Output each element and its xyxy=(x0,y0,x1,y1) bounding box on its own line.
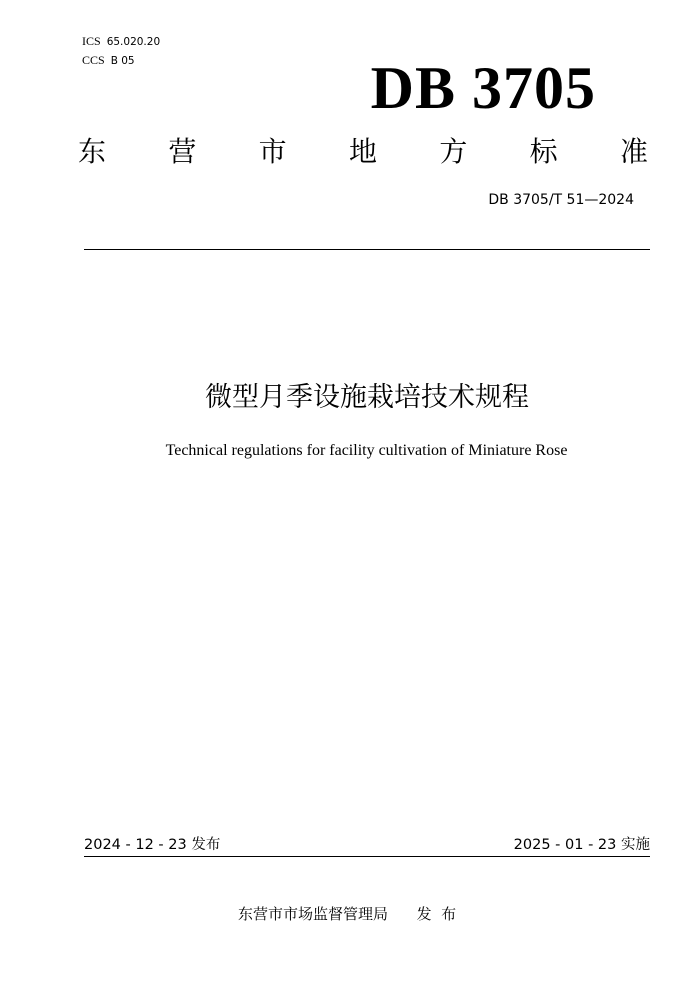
implementation-date: 2025 - 01 - 23 实施 xyxy=(513,837,650,853)
standard-type-char: 东 xyxy=(78,135,107,168)
issuer-action: 发 布 xyxy=(416,905,457,923)
standard-type-heading xyxy=(78,134,648,170)
bottom-divider xyxy=(84,856,650,857)
ics-label: ICS xyxy=(82,34,101,48)
ccs-code: B 05 xyxy=(110,55,135,67)
standard-code-heading: DB 3705 xyxy=(370,55,596,121)
issue-date: 2024 - 12 - 23 发布 xyxy=(84,837,221,853)
ccs-label: CCS xyxy=(82,53,105,67)
standard-type-char: 方 xyxy=(439,135,468,168)
ccs-line xyxy=(82,52,135,69)
issuer-name: 东营市市场监督管理局 xyxy=(238,905,389,923)
standard-number: DB 3705/T 51—2024 xyxy=(488,192,634,208)
standard-type-char: 市 xyxy=(258,135,287,168)
ics-line xyxy=(82,33,160,50)
standard-type-char: 标 xyxy=(529,135,558,168)
standard-type-char: 准 xyxy=(619,135,648,168)
top-divider xyxy=(84,249,650,250)
standard-type-char: 地 xyxy=(348,135,377,168)
standard-type-char: 营 xyxy=(168,135,197,168)
document-title-zh: 微型月季设施栽培技术规程 xyxy=(205,382,529,413)
document-title-en: Technical regulations for facility cultivation of Miniature Rose xyxy=(165,442,568,459)
issuer-line xyxy=(238,904,456,924)
ics-code: 65.020.20 xyxy=(106,36,161,48)
